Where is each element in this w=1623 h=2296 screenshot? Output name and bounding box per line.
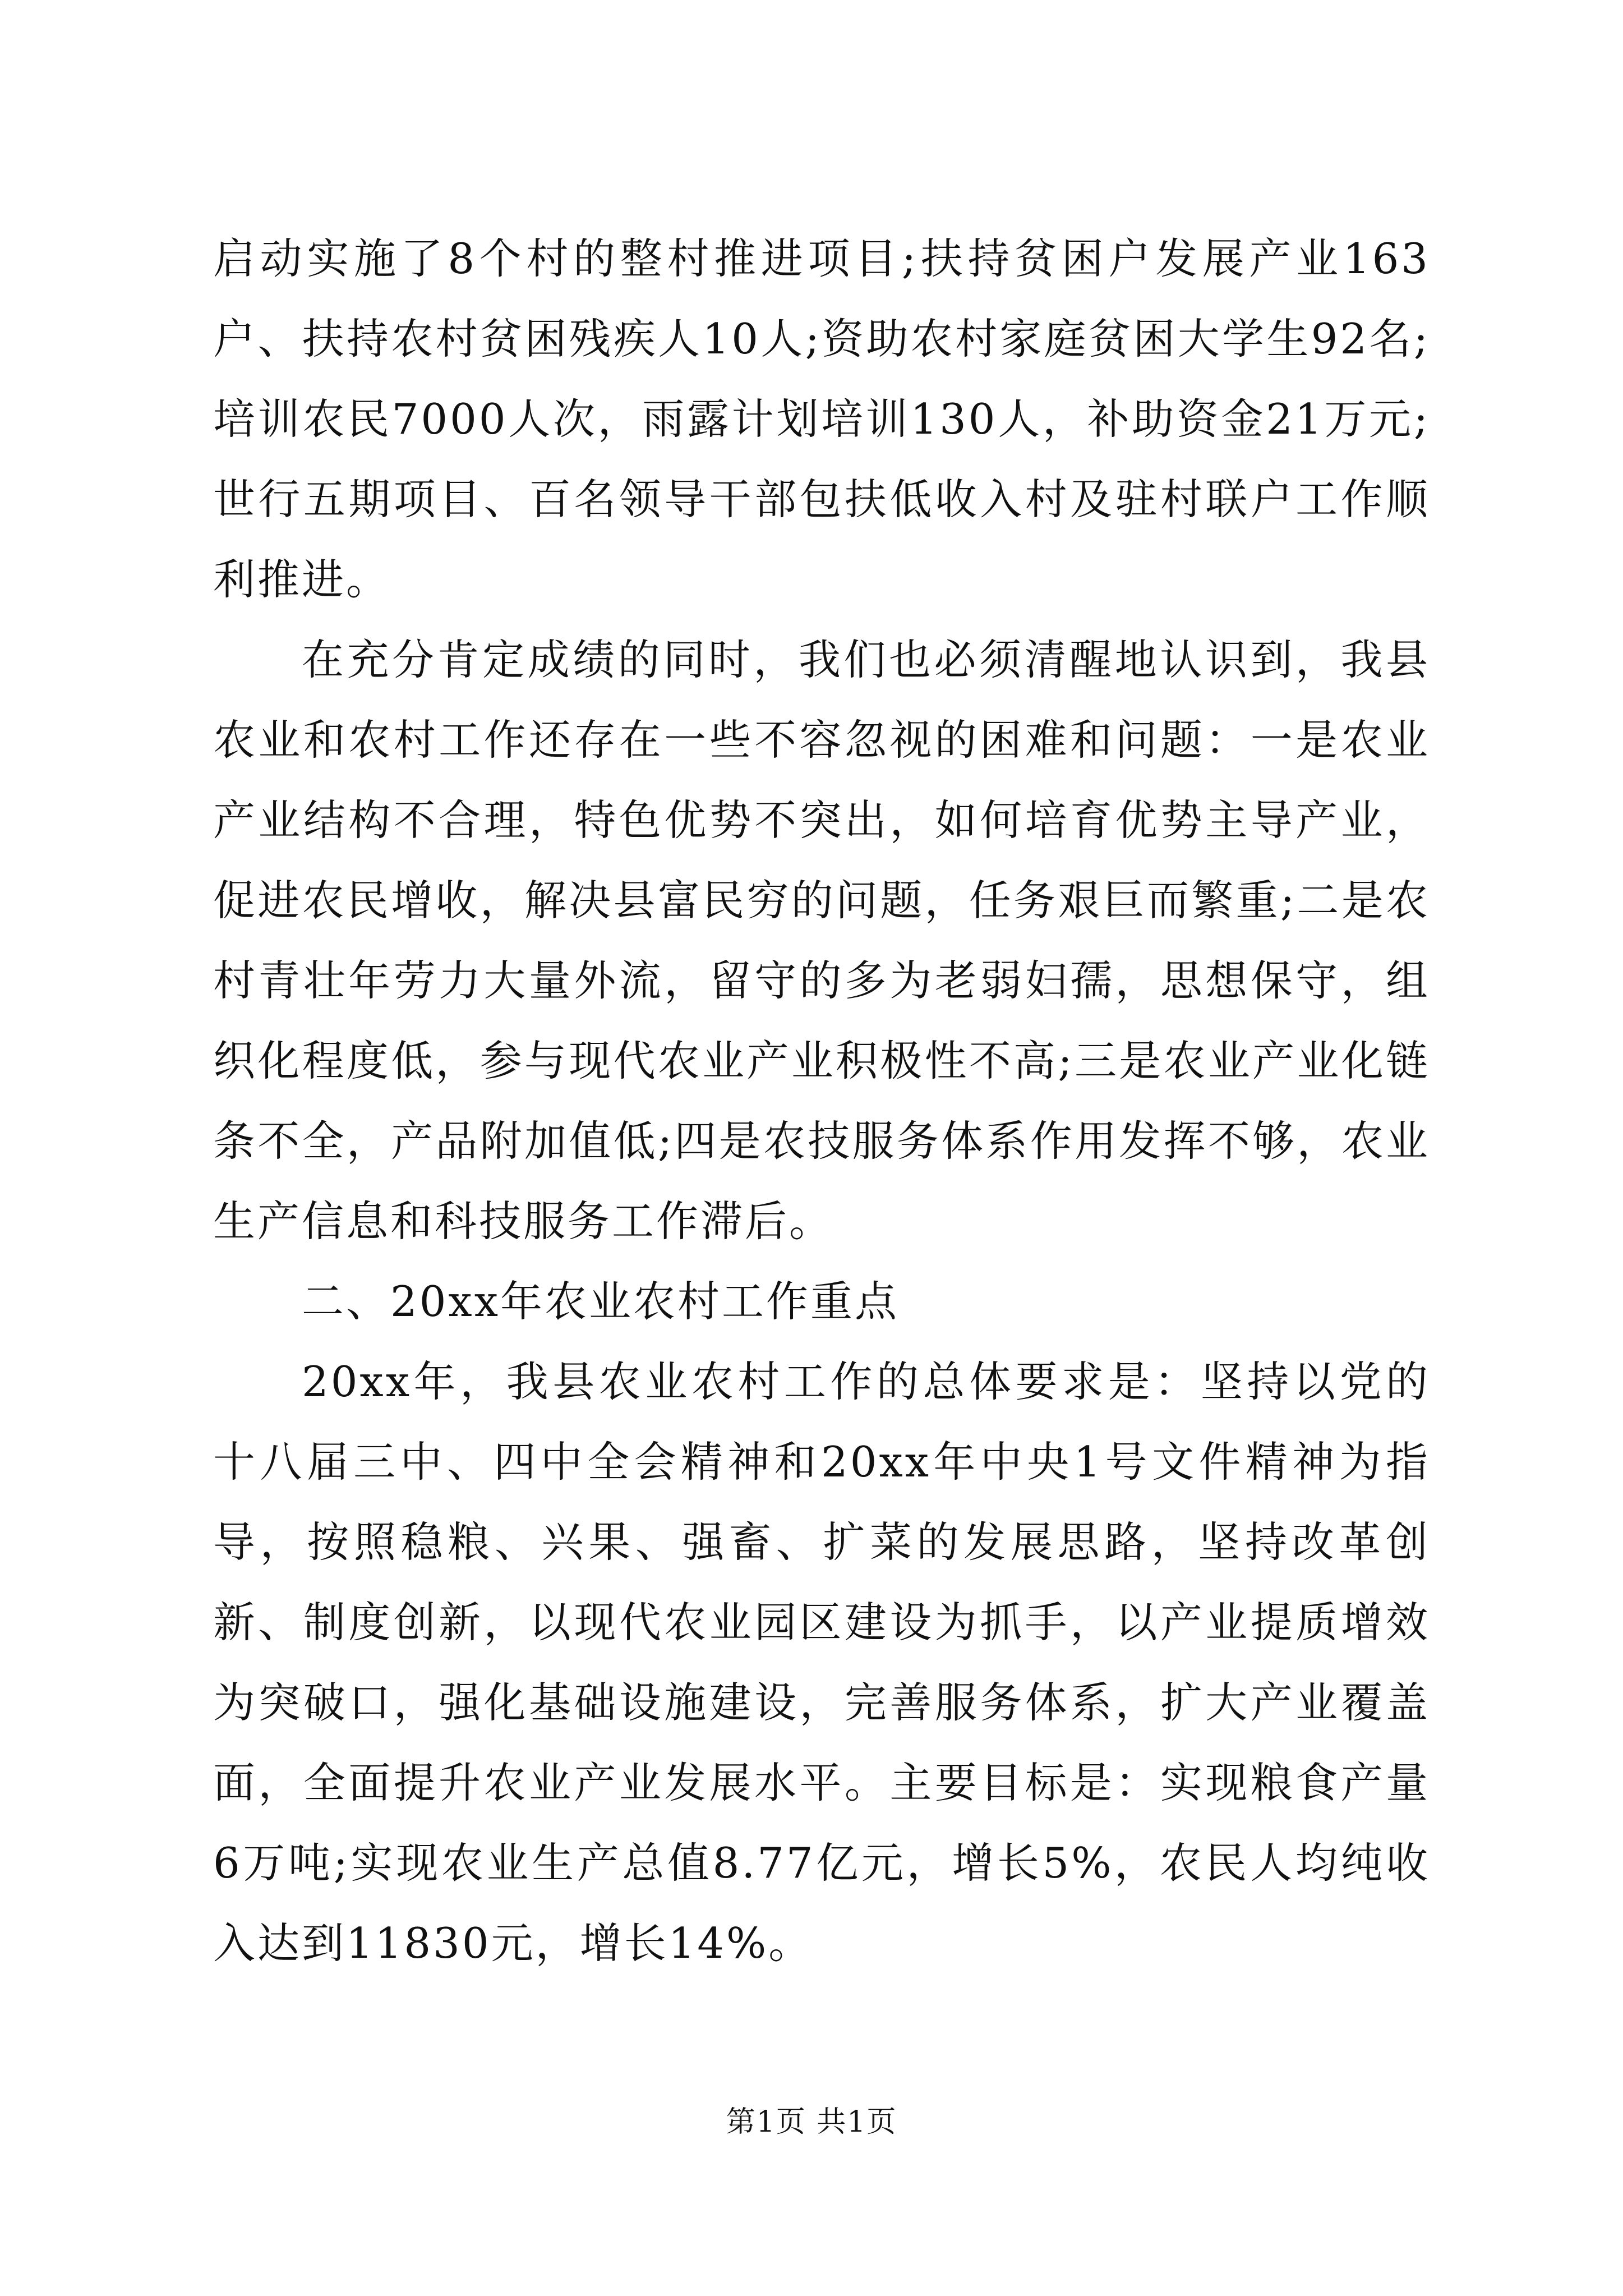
paragraph-overall-requirements: 20xx年，我县农业农村工作的总体要求是：坚持以党的十八届三中、四中全会精神和20xx年中央1号文件精神为指导，按照稳粮、兴果、强畜、扩菜的发展思路，坚持改革创新、制度创新，以现代农业园区建设为抓手，以产业提质增效为突破口，强化基础设施建设，完善服务体系，扩大产业覆盖面，全面提升农业产业发展水平。主要目标是：实现粮食产量6万吨;实现农业生产总值8.77亿元，增长5%，农民人均纯收入达到11830元，增长14%。 xyxy=(213,1357,1430,1968)
section-heading-work-priorities: 二、20xx年农业农村工作重点 xyxy=(302,1277,900,1326)
document-body xyxy=(213,219,1430,1984)
paragraph-problems: 在充分肯定成绩的同时，我们也必须清醒地认识到，我县农业和农村工作还存在一些不容忽视的困难和问题：一是农业产业结构不合理，特色优势不突出，如何培育优势主导产业，促进农民增收，解决县富民穷的问题，任务艰巨而繁重;二是农村青壮年劳力大量外流，留守的多为老弱妇孺，思想保守，组织化程度低，参与现代农业产业积极性不高;三是农业产业化链条不全，产品附加值低;四是农技服务体系作用发挥不够，农业生产信息和科技服务工作滞后。 xyxy=(213,635,1430,1246)
paragraph-poverty-alleviation-results: 启动实施了8个村的整村推进项目;扶持贫困户发展产业163户、扶持农村贫困残疾人10人;资助农村家庭贫困大学生92名;培训农民7000人次，雨露计划培训130人，补助资金21万元;世行五期项目、百名领导干部包扶低收入村及驻村联户工作顺利推进。 xyxy=(213,234,1430,604)
page-number-footer: 第1页 共1页 xyxy=(726,2105,897,2139)
